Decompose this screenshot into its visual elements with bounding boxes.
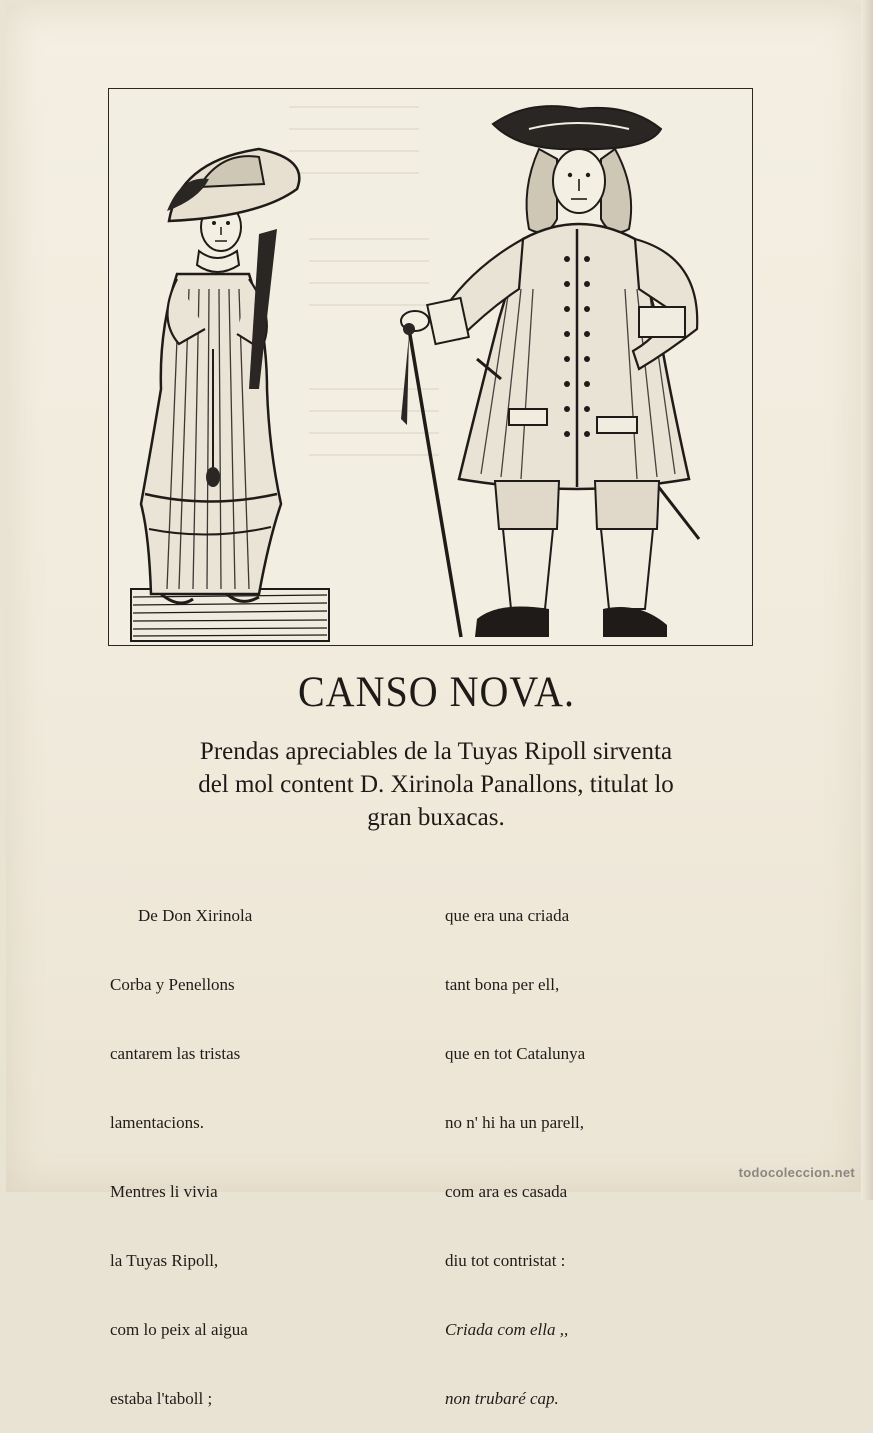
verse-line: Criada com ella ,, xyxy=(445,1320,569,1339)
verse-line: no n' hi ha un parell, xyxy=(445,1113,585,1132)
subtitle-line: gran buxacas. xyxy=(367,804,505,831)
verse-line: Corba y Penellons xyxy=(110,975,235,994)
verse-line: la Tuyas Ripoll, xyxy=(110,1251,219,1270)
watermark xyxy=(739,1165,855,1180)
verse-line: non trubaré cap. xyxy=(445,1389,559,1408)
verse-line: lamentacions. xyxy=(110,1113,204,1132)
gentleman-figure xyxy=(401,106,699,637)
verse-line: com ara es casada xyxy=(445,1182,568,1201)
verse-line: que en tot Catalunya xyxy=(445,1044,586,1063)
subtitle xyxy=(110,735,762,834)
woodcut-illustration xyxy=(108,88,753,646)
page-title: CANSO NOVA. xyxy=(298,667,575,716)
verse-line: tant bona per ell, xyxy=(445,975,560,994)
verse-line: diu tot contristat : xyxy=(445,1251,566,1270)
verse-line: Mentres li vivia xyxy=(110,1182,218,1201)
verse-line: De Don Xirinola xyxy=(138,906,253,925)
page-edge xyxy=(861,0,873,1200)
watermark-dot: . xyxy=(830,1165,835,1180)
watermark-prefix: todocoleccion xyxy=(738,1165,831,1180)
subtitle-line: Prendas apreciables de la Tuyas Ripoll sirventa xyxy=(199,738,673,765)
woman-figure xyxy=(131,149,329,641)
verse-line: que era una criada xyxy=(445,906,570,925)
verse-line: estaba l'taboll ; xyxy=(110,1389,213,1408)
subtitle-line: del mol content D. Xirinola Panallons, titulat lo xyxy=(198,771,674,798)
verse-line: cantarem las tristas xyxy=(110,1044,241,1063)
watermark-suffix: net xyxy=(834,1165,855,1180)
verse-column-left xyxy=(110,858,252,1433)
verse-line: com lo peix al aigua xyxy=(110,1320,248,1339)
verse-column-right xyxy=(445,858,585,1433)
